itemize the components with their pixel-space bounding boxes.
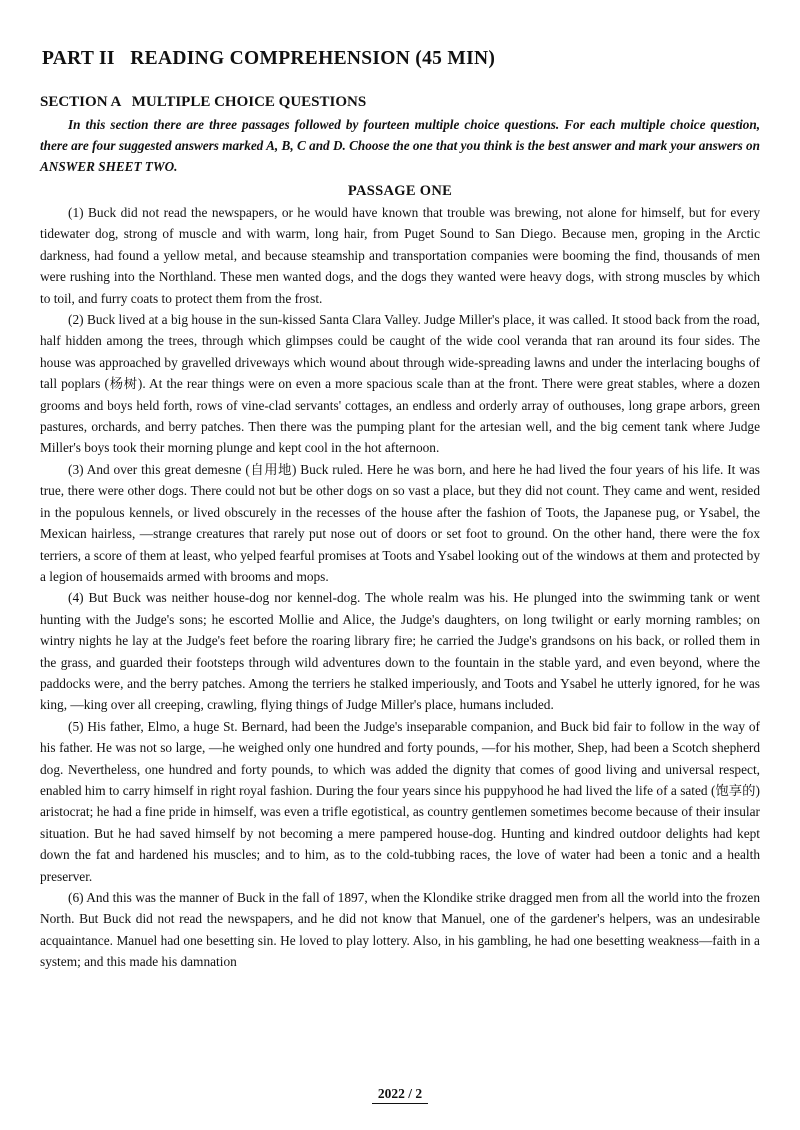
paragraph-4: (4) But Buck was neither house-dog nor kennel-dog. The whole realm was his. He plunged into the swimming tank or went hunting with the Judge's sons; he escorted Mollie and Alice, the Judge's daughters, on long twilight or early morning rambles; on wintry nights he lay at the Judge's feet before the roaring library fire; he carried the Judge's grandsons on his back, or rolled them in the grass, and guarded their footsteps through wild adventures down to the fountain in the stable yard, and even beyond, where the paddocks were, and the berry patches. Among the terriers he stalked imperiously, and Toots and Ysabel he utterly ignored, for he was king, —king over all creeping, crawling, flying things of Judge Miller's place, humans included.	[40, 590, 760, 713]
paragraph-2: (2) Buck lived at a big house in the sun-kissed Santa Clara Valley. Judge Miller's place, it was called. It stood back from the road, half hidden among the trees, through which glimpses could be caught of the wide cool veranda that ran around its four sides. The house was approached by gravelled driveways which wound about through wide-spreading lawns and under the interlacing boughs of tall poplars (杨树). At the rear things were on even a more spacious scale than at the front. There were great stables, where a dozen grooms and boys held forth, rows of vine-clad servants' cottages, an endless and orderly array of outhouses, long grape arbors, green pastures, orchards, and berry patches. Then there was the pumping plant for the artesian well, and the big cement tank where Judge Miller's boys took their morning plunge and kept cool in the hot afternoon.	[40, 312, 760, 456]
page-number-label: 2022 / 2	[372, 1086, 428, 1104]
part-title: PART II READING COMPREHENSION (45 MIN)	[42, 48, 496, 69]
page-number	[0, 1086, 800, 1104]
section-title: SECTION A MULTIPLE CHOICE QUESTIONS	[40, 94, 367, 110]
passage-body	[40, 202, 760, 973]
paragraph-1: (1) Buck did not read the newspapers, or he would have known that trouble was brewing, not alone for himself, but for every tidewater dog, strong of muscle and with warm, long hair, from Puget Sound to San Diego. Because men, groping in the Arctic darkness, had found a yellow metal, and because steamship and transportation companies were booming the find, thousands of men were rushing into the Northland. These men wanted dogs, and the dogs they wanted were heavy dogs, with strong muscles by which to toil, and furry coats to protect them from the frost.	[40, 205, 760, 306]
paragraph-3: (3) And over this great demesne (自用地) Buck ruled. Here he was born, and here he had lived the four years of his life. It was true, there were other dogs. There could not but be other dogs on so vast a place, but they did not count. They came and went, resided in the populous kennels, or lived obscurely in the recesses of the house after the fashion of Toots, the Japanese pug, or Ysabel, the Mexican hairless, —strange creatures that rarely put nose out of doors or set foot to ground. On the other hand, there were the fox terriers, a score of them at least, who yelped fearful promises at Toots and Ysabel looking out of the windows at them and protected by a legion of housemaids armed with brooms and mops.	[40, 461, 760, 584]
paragraph-5: (5) His father, Elmo, a huge St. Bernard, had been the Judge's inseparable companion, and Buck bid fair to follow in the way of his father. He was not so large, —he weighed only one hundred and forty pounds, —for his mother, Shep, had been a Scotch shepherd dog. Nevertheless, one hundred and forty pounds, to which was added the dignity that comes of good living and universal respect, enabled him to carry himself in right royal fashion. During the four years since his puppyhood he had lived the life of a sated (饱享的) aristocrat; he had a fine pride in himself, was even a trifle egotistical, as country gentlemen sometimes become because of their insular situation. But he had saved himself by not becoming a mere pampered house-dog. Hunting and kindred outdoor delights had kept down the fat and hardened his muscles; and to him, as to the cold-tubbing races, the love of water had been a tonic and a health preserver.	[40, 718, 760, 884]
paragraph-6: (6) And this was the manner of Buck in the fall of 1897, when the Klondike strike dragged men from all the world into the frozen North. But Buck did not read the newspapers, and he did not know that Manuel, one of the gardener's helpers, was an undesirable acquaintance. Manuel had one besetting sin. He loved to play lottery. Also, in his gambling, he had one besetting weakness—faith in a system; and this made his damnation	[40, 890, 760, 970]
instructions: In this section there are three passages followed by fourteen multiple choice questions. For each multiple choice question, there are four suggested answers marked A, B, C and D. Choose the one that you think is the best answer and mark your answers on ANSWER SHEET TWO.	[40, 117, 760, 174]
passage-title: PASSAGE ONE	[347, 183, 453, 199]
